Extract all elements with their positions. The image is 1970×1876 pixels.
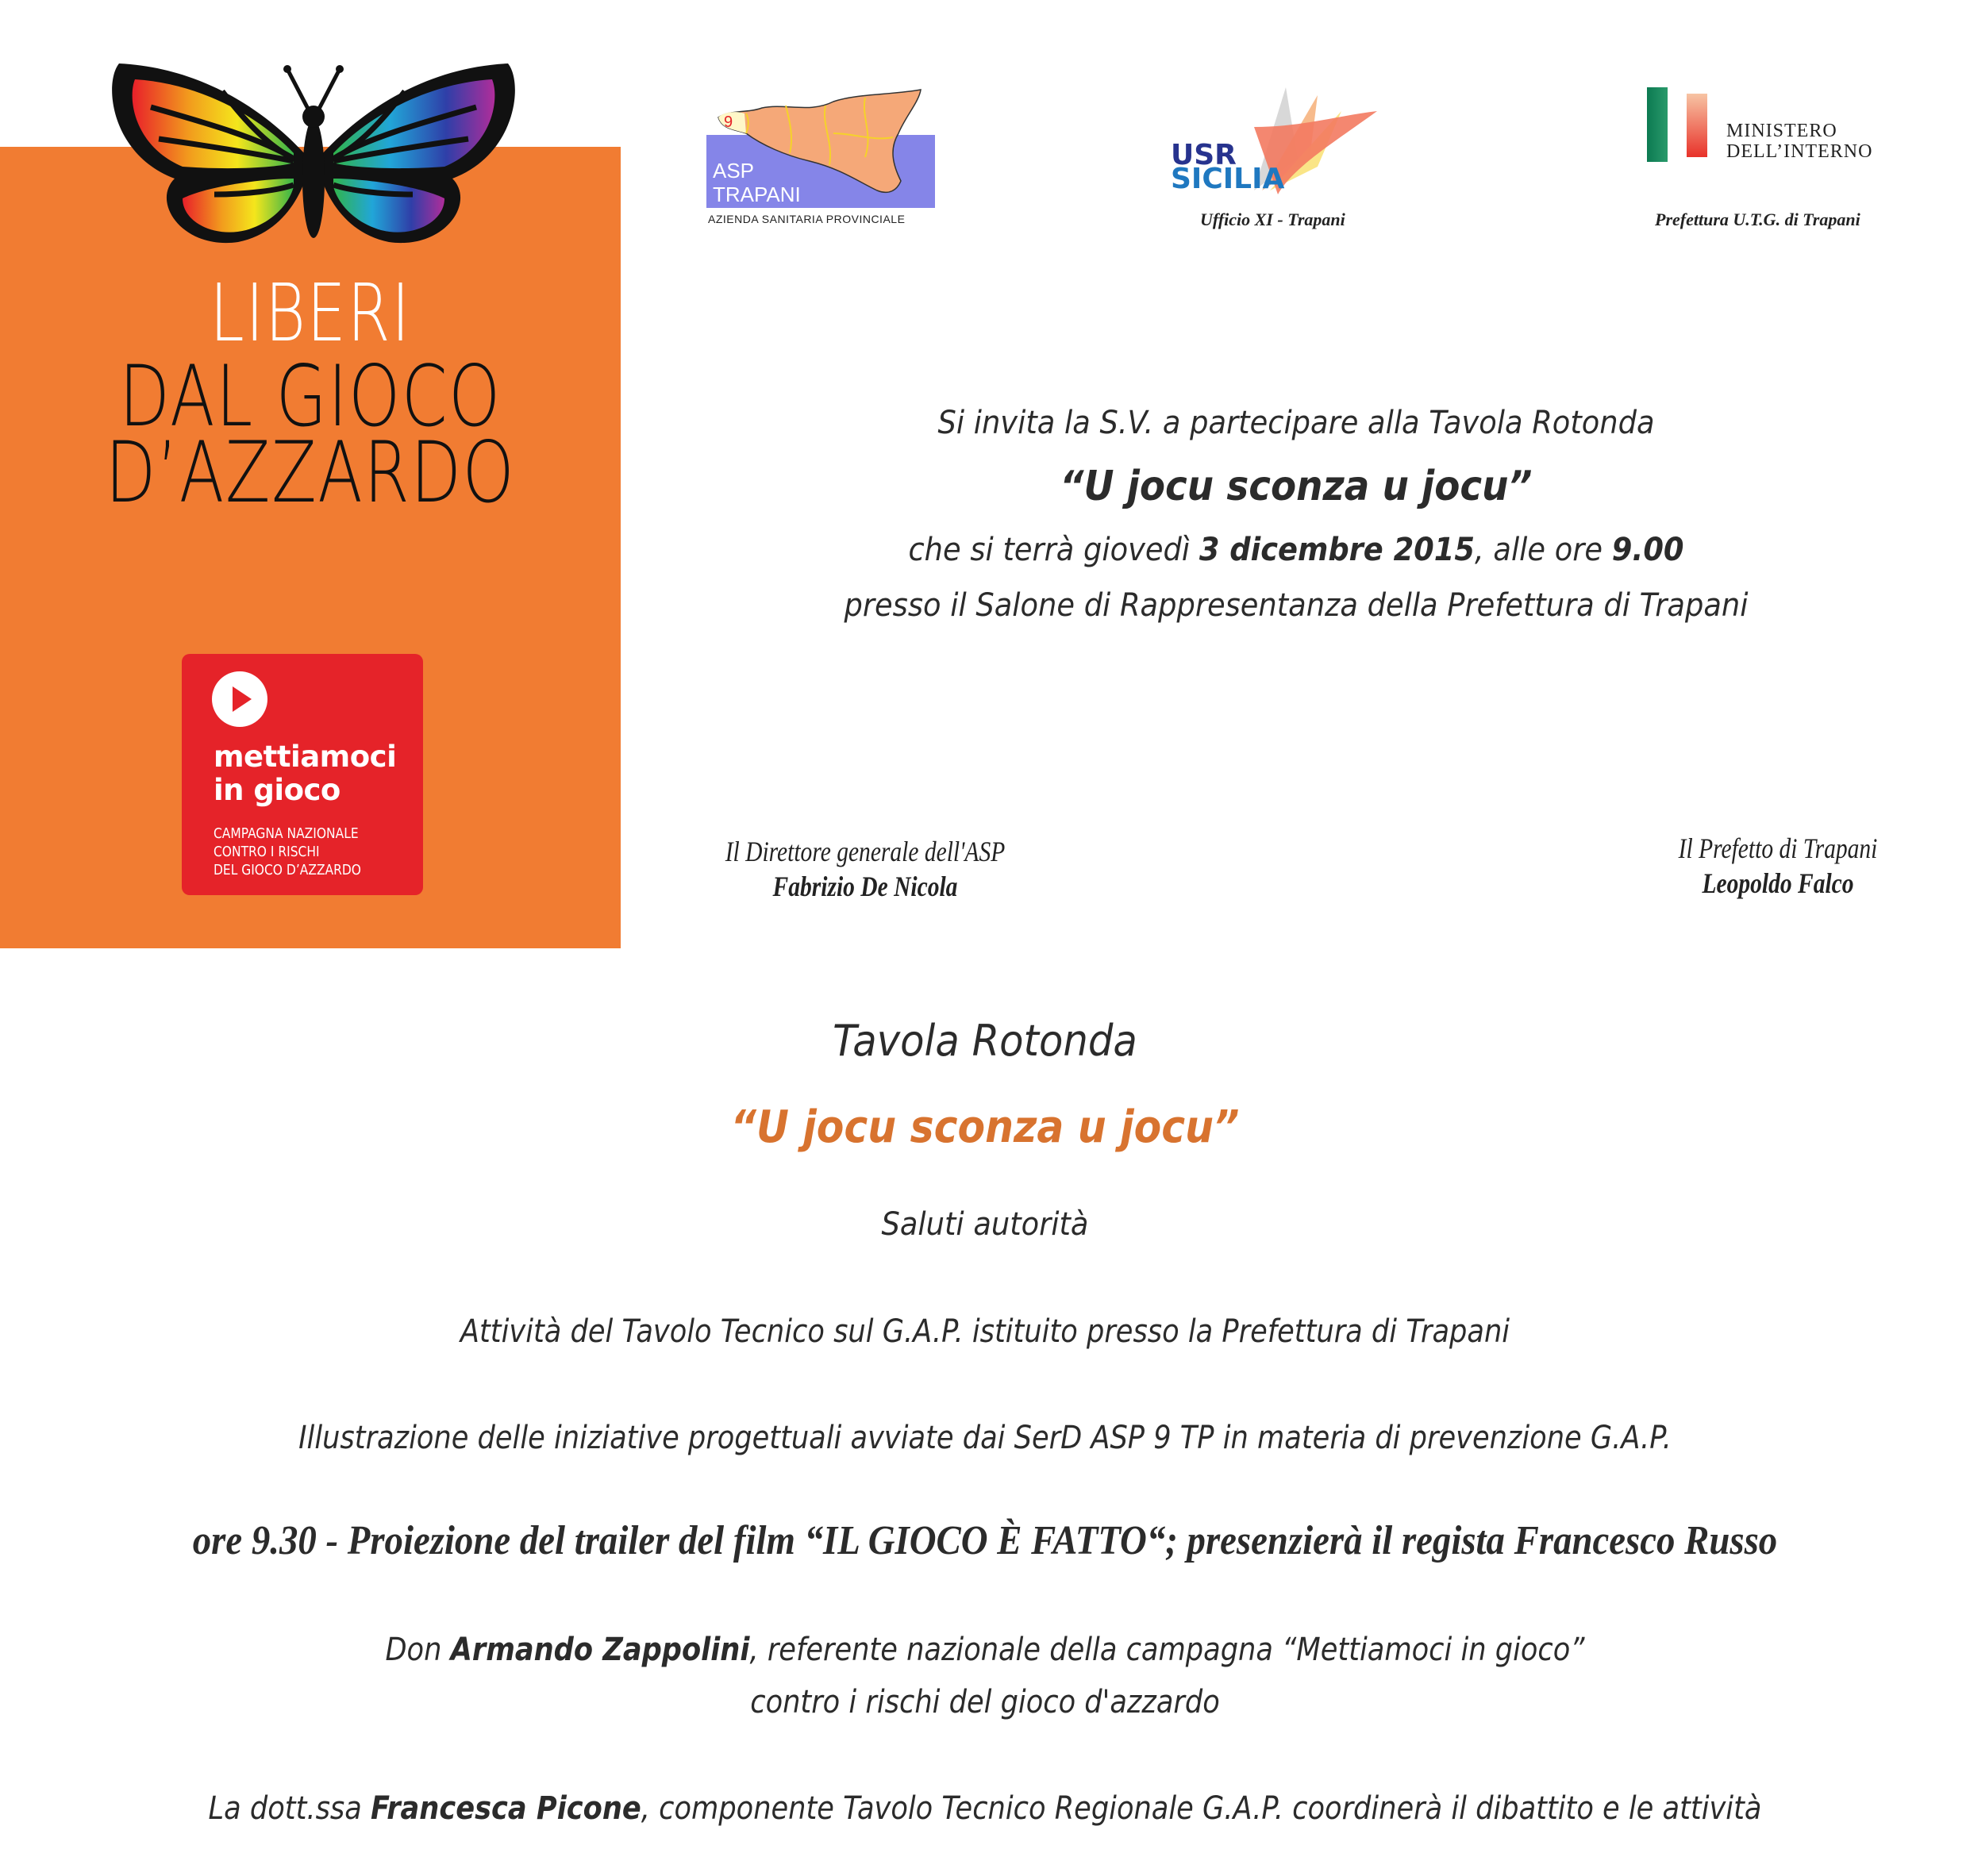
- signature-left: [667, 835, 1064, 903]
- asp-number: 9: [724, 113, 733, 131]
- program-item-trailer: ore 9.30 - Proiezione del trailer del film “IL GIOCO È FATTO“; presenzierà il regista Francesco Russo: [192, 1518, 1778, 1563]
- program-item-picone: [0, 1790, 1970, 1827]
- ministero-interno-logo: [1647, 87, 1909, 175]
- program-item-saluti: Saluti autorità: [881, 1206, 1089, 1243]
- event-time: 9.00: [1611, 532, 1684, 568]
- usr-logo-line2: SICILIA: [1171, 163, 1285, 195]
- poster-title-azzardo: D’AZZARDO: [105, 424, 516, 521]
- date-intro: che si terrà giovedì: [908, 532, 1199, 568]
- flag-green-bar: [1647, 87, 1668, 162]
- poster-title-dal-gioco: DAL GIOCO: [119, 348, 502, 445]
- usr-logo-caption: Ufficio XI - Trapani: [1200, 210, 1345, 229]
- picone-role: , componente Tavolo Tecnico Regionale G.A.P. coordinerà il dibattito e le attività: [641, 1790, 1762, 1827]
- campaign-title-line2: in gioco: [214, 773, 341, 807]
- picone-name: Francesca Picone: [371, 1790, 641, 1827]
- program-item-iniziative: Illustrazione delle iniziative progettuali avviate dai SerD ASP 9 TP in materia di prevenzione G.A.P.: [298, 1420, 1672, 1456]
- zappolini-role: , referente nazionale della campagna “Mettiamoci in gioco”: [749, 1632, 1585, 1668]
- mettiamoci-in-gioco-badge: [182, 654, 423, 895]
- flag-red-bar: [1687, 94, 1707, 157]
- zappolini-name: Armando Zappolini: [450, 1632, 750, 1668]
- invitation-title: “U jocu sconza u jocu”: [1060, 463, 1533, 510]
- campaign-title-line1: mettiamoci: [214, 740, 397, 774]
- signature-right-role: Il Prefetto di Trapani: [1678, 832, 1878, 864]
- campaign-subtitle-line2: CONTRO I RISCHI: [214, 844, 320, 860]
- asp-logo-line1: ASP: [713, 159, 755, 183]
- program-title: “U jocu sconza u jocu”: [730, 1101, 1240, 1153]
- signature-right: [1611, 832, 1945, 900]
- ministero-line2: DELL’INTERNO: [1726, 141, 1873, 162]
- program-item-zappolini: [0, 1632, 1970, 1668]
- program-item-zappolini-line2: contro i rischi del gioco d'azzardo: [750, 1684, 1220, 1720]
- usr-logo-line1: USR: [1171, 139, 1237, 171]
- butterfly-icon: [103, 60, 524, 266]
- ministero-line1: MINISTERO: [1726, 121, 1837, 141]
- ministero-logo-caption: Prefettura U.T.G. di Trapani: [1655, 210, 1860, 229]
- time-intro: , alle ore: [1475, 532, 1612, 568]
- campaign-subtitle-line1: CAMPAGNA NAZIONALE: [214, 825, 359, 842]
- signature-right-name: Leopoldo Falco: [1702, 867, 1854, 899]
- signature-left-name: Fabrizio De Nicola: [772, 871, 958, 902]
- campaign-subtitle-line3: DEL GIOCO D’AZZARDO: [214, 862, 362, 878]
- zappolini-prefix: Don: [385, 1632, 451, 1668]
- asp-trapani-logo: [698, 86, 937, 229]
- program-heading: Tavola Rotonda: [833, 1016, 1137, 1066]
- picone-prefix: La dott.ssa: [208, 1790, 371, 1827]
- invitation-date-line: [761, 532, 1832, 568]
- program-item-tavolo-tecnico: Attività del Tavolo Tecnico sul G.A.P. istituito presso la Prefettura di Trapani: [460, 1313, 1510, 1350]
- invitation-intro: Si invita la S.V. a partecipare alla Tavola Rotonda: [937, 405, 1655, 441]
- invitation-venue: presso il Salone di Rappresentanza della Prefettura di Trapani: [844, 587, 1749, 624]
- play-icon: [212, 671, 267, 727]
- poster-title-liberi: LIBERI: [210, 267, 411, 359]
- asp-logo-line2: TRAPANI: [713, 183, 801, 206]
- usr-sicilia-logo: [1167, 79, 1405, 206]
- event-date: 3 dicembre 2015: [1199, 532, 1476, 568]
- signature-left-role: Il Direttore generale dell'ASP: [725, 836, 1006, 867]
- asp-logo-caption: AZIENDA SANITARIA PROVINCIALE: [708, 213, 906, 225]
